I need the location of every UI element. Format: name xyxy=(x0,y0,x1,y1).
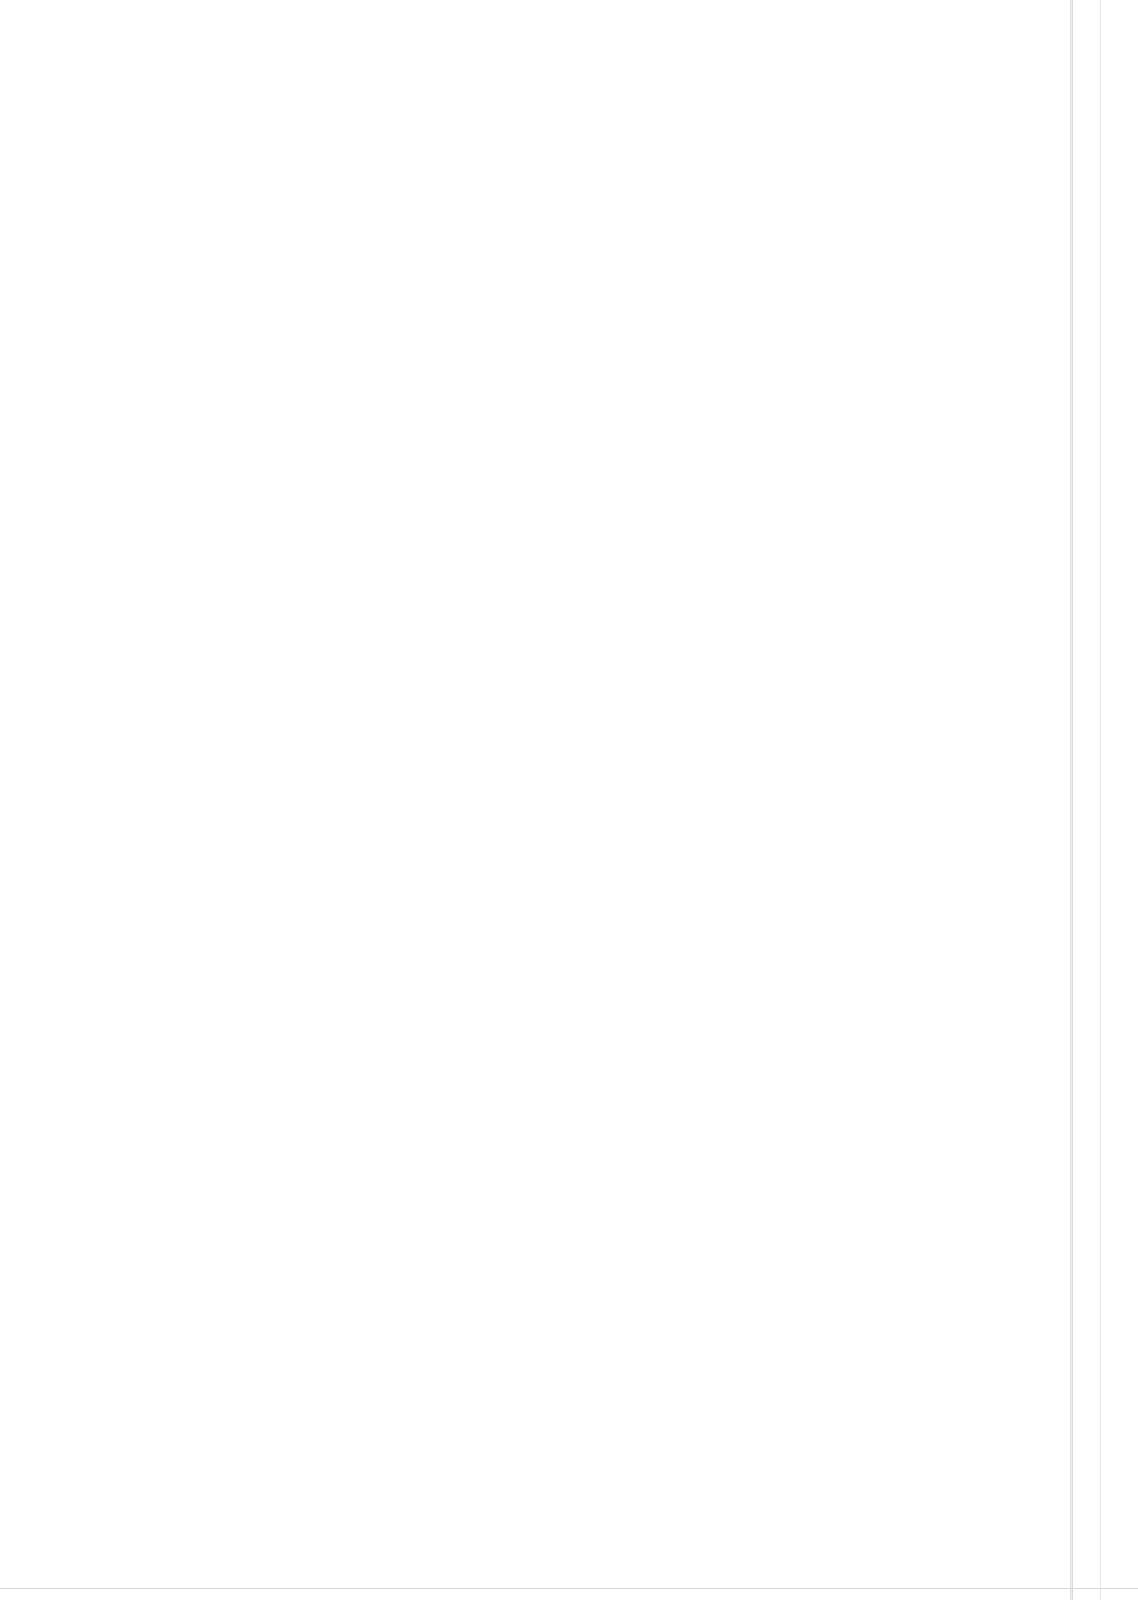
scan-edge xyxy=(1070,0,1073,1600)
bottom-rule xyxy=(0,1588,1138,1589)
scan-edge-line xyxy=(1100,0,1101,1600)
